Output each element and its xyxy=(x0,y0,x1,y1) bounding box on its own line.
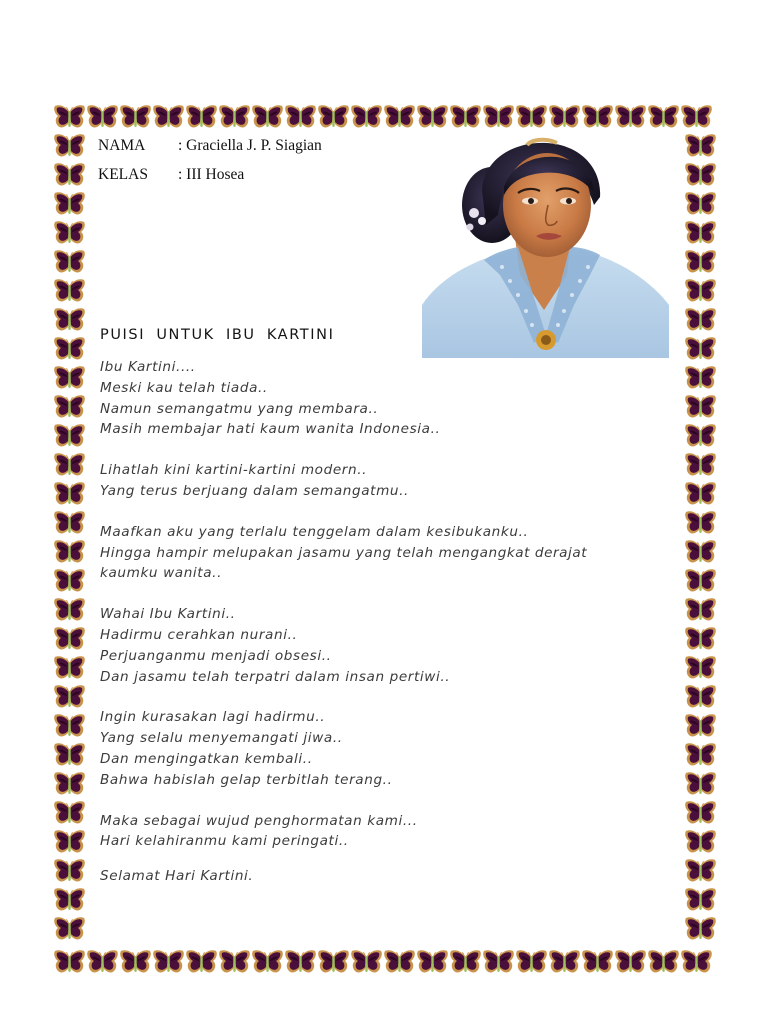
poem-line: Dan jasamu telah terpatri dalam insan pertiwi.. xyxy=(100,668,451,685)
nama-value: : Graciella J. P. Siagian xyxy=(178,137,322,154)
butterfly-icon xyxy=(515,948,548,977)
poem-line: Ingin kurasakan lagi hadirmu.. xyxy=(100,709,326,726)
butterfly-icon xyxy=(53,190,86,219)
butterfly-icon xyxy=(119,948,152,977)
poem-stanza-5 xyxy=(100,707,690,790)
butterfly-icon xyxy=(684,915,717,944)
butterfly-icon xyxy=(684,248,717,277)
poem-line: Maka sebagai wujud penghormatan kami... xyxy=(100,812,418,829)
poem-line: Yang terus berjuang dalam semangatmu.. xyxy=(100,482,409,499)
butterfly-icon xyxy=(350,948,383,977)
butterfly-border-top xyxy=(53,103,713,132)
poem-line: Meski kau telah tiada.. xyxy=(100,379,268,396)
butterfly-icon xyxy=(53,886,86,915)
poem-line: Maafkan aku yang terlalu tenggelam dalam kesibukanku.. xyxy=(100,523,529,540)
butterfly-icon xyxy=(53,741,86,770)
butterfly-icon xyxy=(449,103,482,132)
poem-line: Dan mengingatkan kembali.. xyxy=(100,750,313,767)
poem-line: Hingga hampir melupakan jasamu yang telah mengangkat derajat xyxy=(100,544,588,561)
kelas-label: KELAS xyxy=(98,166,148,183)
butterfly-icon xyxy=(53,857,86,886)
butterfly-icon xyxy=(53,596,86,625)
butterfly-icon xyxy=(614,103,647,132)
butterfly-icon xyxy=(218,103,251,132)
butterfly-icon xyxy=(383,948,416,977)
butterfly-icon xyxy=(251,103,284,132)
butterfly-icon xyxy=(684,277,717,306)
butterfly-icon xyxy=(680,103,713,132)
butterfly-icon xyxy=(251,948,284,977)
butterfly-icon xyxy=(86,948,119,977)
poem-title: PUISI UNTUK IBU KARTINI xyxy=(100,327,335,343)
butterfly-icon xyxy=(53,103,86,132)
butterfly-icon xyxy=(350,103,383,132)
nama-label: NAMA xyxy=(98,137,146,154)
butterfly-icon xyxy=(53,132,86,161)
butterfly-icon xyxy=(53,335,86,364)
butterfly-icon xyxy=(53,277,86,306)
butterfly-icon xyxy=(317,103,350,132)
poem-line: Hadirmu cerahkan nurani.. xyxy=(100,626,298,643)
poem-stanza-3 xyxy=(100,522,690,584)
butterfly-icon xyxy=(53,770,86,799)
butterfly-icon xyxy=(53,948,86,977)
portrait-illustration xyxy=(422,135,669,358)
butterfly-icon xyxy=(482,103,515,132)
butterfly-icon xyxy=(53,219,86,248)
butterfly-icon xyxy=(152,948,185,977)
butterfly-icon xyxy=(53,915,86,944)
butterfly-icon xyxy=(383,103,416,132)
student-name-field xyxy=(98,137,322,155)
poem-line: Hari kelahiranmu kami peringati.. xyxy=(100,833,349,850)
butterfly-icon xyxy=(86,103,119,132)
butterfly-icon xyxy=(614,948,647,977)
poem-stanza-2 xyxy=(100,460,690,502)
butterfly-icon xyxy=(53,567,86,596)
butterfly-icon xyxy=(185,103,218,132)
butterfly-icon xyxy=(53,306,86,335)
butterfly-icon xyxy=(53,828,86,857)
poem-body xyxy=(100,357,690,907)
poem-line: Bahwa habislah gelap terbitlah terang.. xyxy=(100,771,393,788)
kelas-value: : III Hosea xyxy=(178,166,245,183)
butterfly-icon xyxy=(317,948,350,977)
butterfly-icon xyxy=(53,799,86,828)
butterfly-icon xyxy=(684,190,717,219)
butterfly-icon xyxy=(53,422,86,451)
butterfly-icon xyxy=(53,451,86,480)
butterfly-icon xyxy=(684,132,717,161)
butterfly-icon xyxy=(53,712,86,741)
butterfly-icon xyxy=(684,219,717,248)
poem-line: Namun semangatmu yang membara.. xyxy=(100,400,379,417)
butterfly-icon xyxy=(218,948,251,977)
butterfly-icon xyxy=(53,654,86,683)
butterfly-icon xyxy=(152,103,185,132)
butterfly-icon xyxy=(185,948,218,977)
butterfly-icon xyxy=(284,948,317,977)
poem-line: Lihatlah kini kartini-kartini modern.. xyxy=(100,462,368,479)
butterfly-icon xyxy=(416,103,449,132)
student-class-field xyxy=(98,166,244,184)
poem-line: Ibu Kartini.... xyxy=(100,359,196,375)
butterfly-icon xyxy=(119,103,152,132)
butterfly-icon xyxy=(482,948,515,977)
butterfly-icon xyxy=(416,948,449,977)
butterfly-icon xyxy=(449,948,482,977)
poem-line: Yang selalu menyemangati jiwa.. xyxy=(100,730,343,747)
poem-stanza-4 xyxy=(100,604,690,687)
poem-closing xyxy=(100,866,690,887)
butterfly-icon xyxy=(548,948,581,977)
butterfly-icon xyxy=(680,948,713,977)
butterfly-icon xyxy=(53,364,86,393)
butterfly-icon xyxy=(647,103,680,132)
butterfly-icon xyxy=(53,393,86,422)
poem-line: kaumku wanita.. xyxy=(100,565,223,582)
butterfly-icon xyxy=(53,248,86,277)
butterfly-icon xyxy=(684,161,717,190)
butterfly-icon xyxy=(647,948,680,977)
poem-line: Selamat Hari Kartini. xyxy=(100,868,254,885)
butterfly-icon xyxy=(284,103,317,132)
butterfly-icon xyxy=(53,161,86,190)
butterfly-icon xyxy=(684,306,717,335)
butterfly-icon xyxy=(581,948,614,977)
butterfly-icon xyxy=(515,103,548,132)
poem-line: Perjuanganmu menjadi obsesi.. xyxy=(100,647,332,664)
butterfly-border-bottom xyxy=(53,948,713,977)
butterfly-border-left xyxy=(53,132,86,944)
butterfly-icon xyxy=(548,103,581,132)
poem-line: Masih membajar hati kaum wanita Indonesia.. xyxy=(100,421,441,438)
butterfly-icon xyxy=(53,625,86,654)
poem-line: Wahai Ibu Kartini.. xyxy=(100,606,236,623)
poem-stanza-1 xyxy=(100,357,690,440)
kartini-portrait xyxy=(422,135,669,358)
butterfly-icon xyxy=(53,538,86,567)
butterfly-icon xyxy=(581,103,614,132)
butterfly-icon xyxy=(53,683,86,712)
poem-stanza-6 xyxy=(100,811,690,853)
butterfly-icon xyxy=(53,480,86,509)
butterfly-icon xyxy=(53,509,86,538)
